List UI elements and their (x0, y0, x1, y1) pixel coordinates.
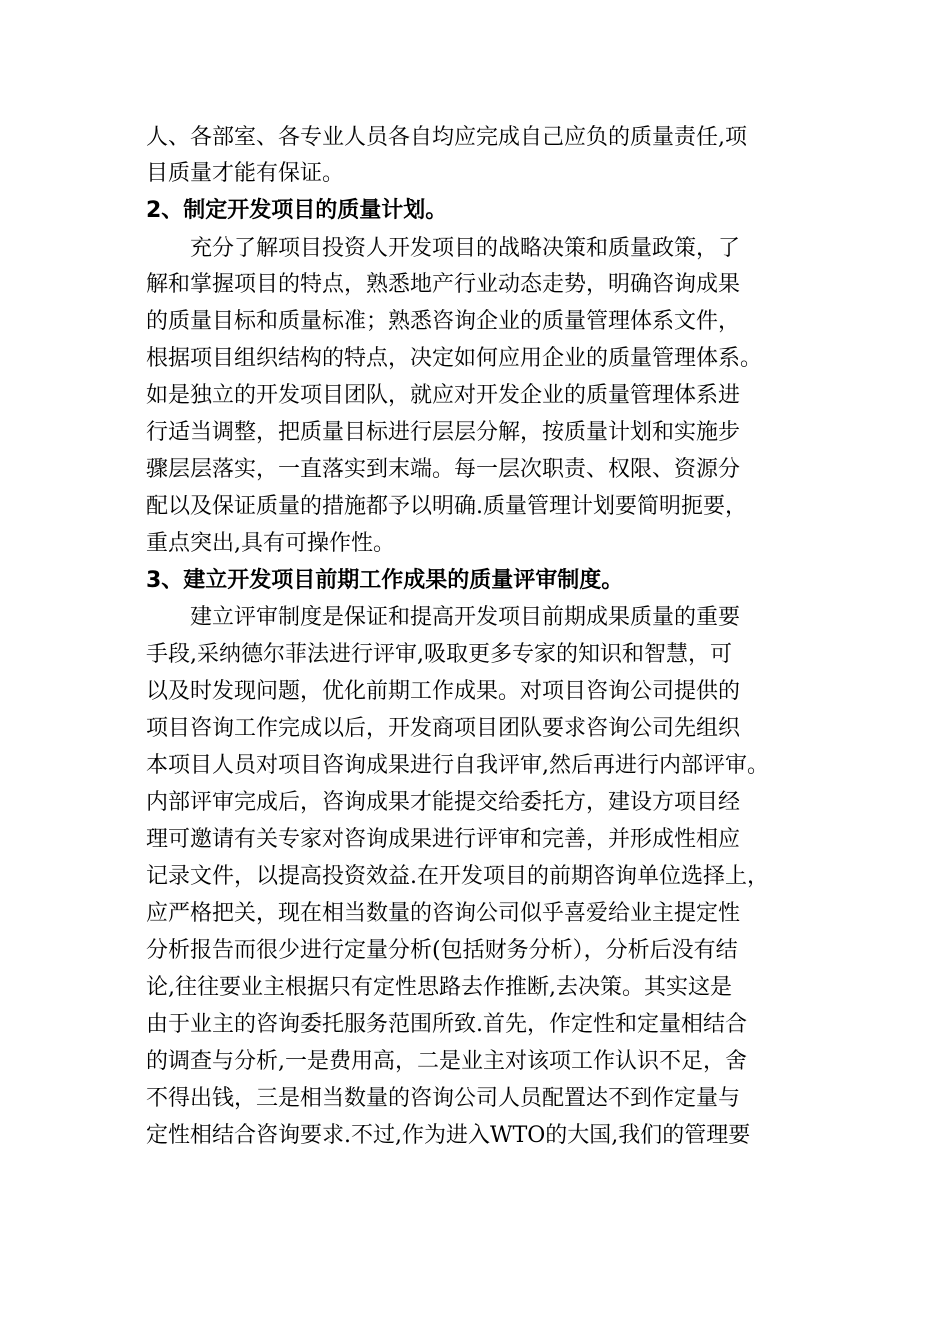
text-line: 如是独立的开发项目团队，就应对开发企业的质量管理体系进 (146, 383, 741, 408)
text-line: 理可邀请有关专家对咨询成果进行评审和完善，并形成性相应 (146, 827, 741, 852)
text-line: 由于业主的咨询委托服务范围所致.首先，作定性和定量相结合 (146, 1012, 747, 1037)
text-line: 应严格把关，现在相当数量的咨询公司似乎喜爱给业主提定性 (146, 901, 741, 926)
text-line: 定性相结合咨询要求.不过,作为进入WTO的大国,我们的管理要 (146, 1123, 751, 1148)
section-heading: 3、建立开发项目前期工作成果的质量评审制度。 (146, 568, 624, 593)
text-line: 充分了解项目投资人开发项目的战略决策和质量政策，了 (190, 236, 741, 261)
text-line: 重点突出,具有可操作性。 (146, 531, 395, 556)
text-line: 建立评审制度是保证和提高开发项目前期成果质量的重要 (190, 605, 741, 630)
text-line: 论,往往要业主根据只有定性思路去作推断,去决策。其实这是 (146, 975, 732, 1000)
text-line: 本项目人员对项目咨询成果进行自我评审,然后再进行内部评审。 (146, 753, 769, 778)
text-line: 不得出钱，三是相当数量的咨询公司人员配置达不到作定量与 (146, 1086, 741, 1111)
text-line: 目质量才能有保证。 (146, 161, 345, 186)
text-line: 手段,采纳德尔菲法进行评审,吸取更多专家的知识和智慧，可 (146, 642, 732, 667)
text-line: 项目咨询工作完成以后，开发商项目团队要求咨询公司先组织 (146, 716, 741, 741)
text-line: 分析报告而很少进行定量分析(包括财务分析），分析后没有结 (146, 938, 738, 963)
section-heading: 2、制定开发项目的质量计划。 (146, 198, 448, 223)
text-line: 以及时发现问题，优化前期工作成果。对项目咨询公司提供的 (146, 679, 741, 704)
text-line: 配以及保证质量的措施都予以明确.质量管理计划要简明扼要， (146, 494, 747, 519)
text-line: 记录文件，以提高投资效益.在开发项目的前期咨询单位选择上， (146, 864, 769, 889)
text-line: 的调查与分析,一是费用高，二是业主对该项工作认识不足，舍 (146, 1049, 747, 1074)
text-line: 行适当调整，把质量目标进行层层分解，按质量计划和实施步 (146, 420, 741, 445)
text-line: 的质量目标和质量标准；熟悉咨询企业的质量管理体系文件， (146, 309, 741, 334)
text-line: 骤层层落实，一直落实到末端。每一层次职责、权限、资源分 (146, 457, 741, 482)
text-line: 解和掌握项目的特点，熟悉地产行业动态走势，明确咨询成果 (146, 272, 741, 297)
text-line: 内部评审完成后，咨询成果才能提交给委托方，建设方项目经 (146, 790, 741, 815)
text-line: 根据项目组织结构的特点，决定如何应用企业的质量管理体系。 (146, 346, 763, 371)
text-line: 人、各部室、各专业人员各自均应完成自己应负的质量责任,项 (146, 125, 747, 150)
